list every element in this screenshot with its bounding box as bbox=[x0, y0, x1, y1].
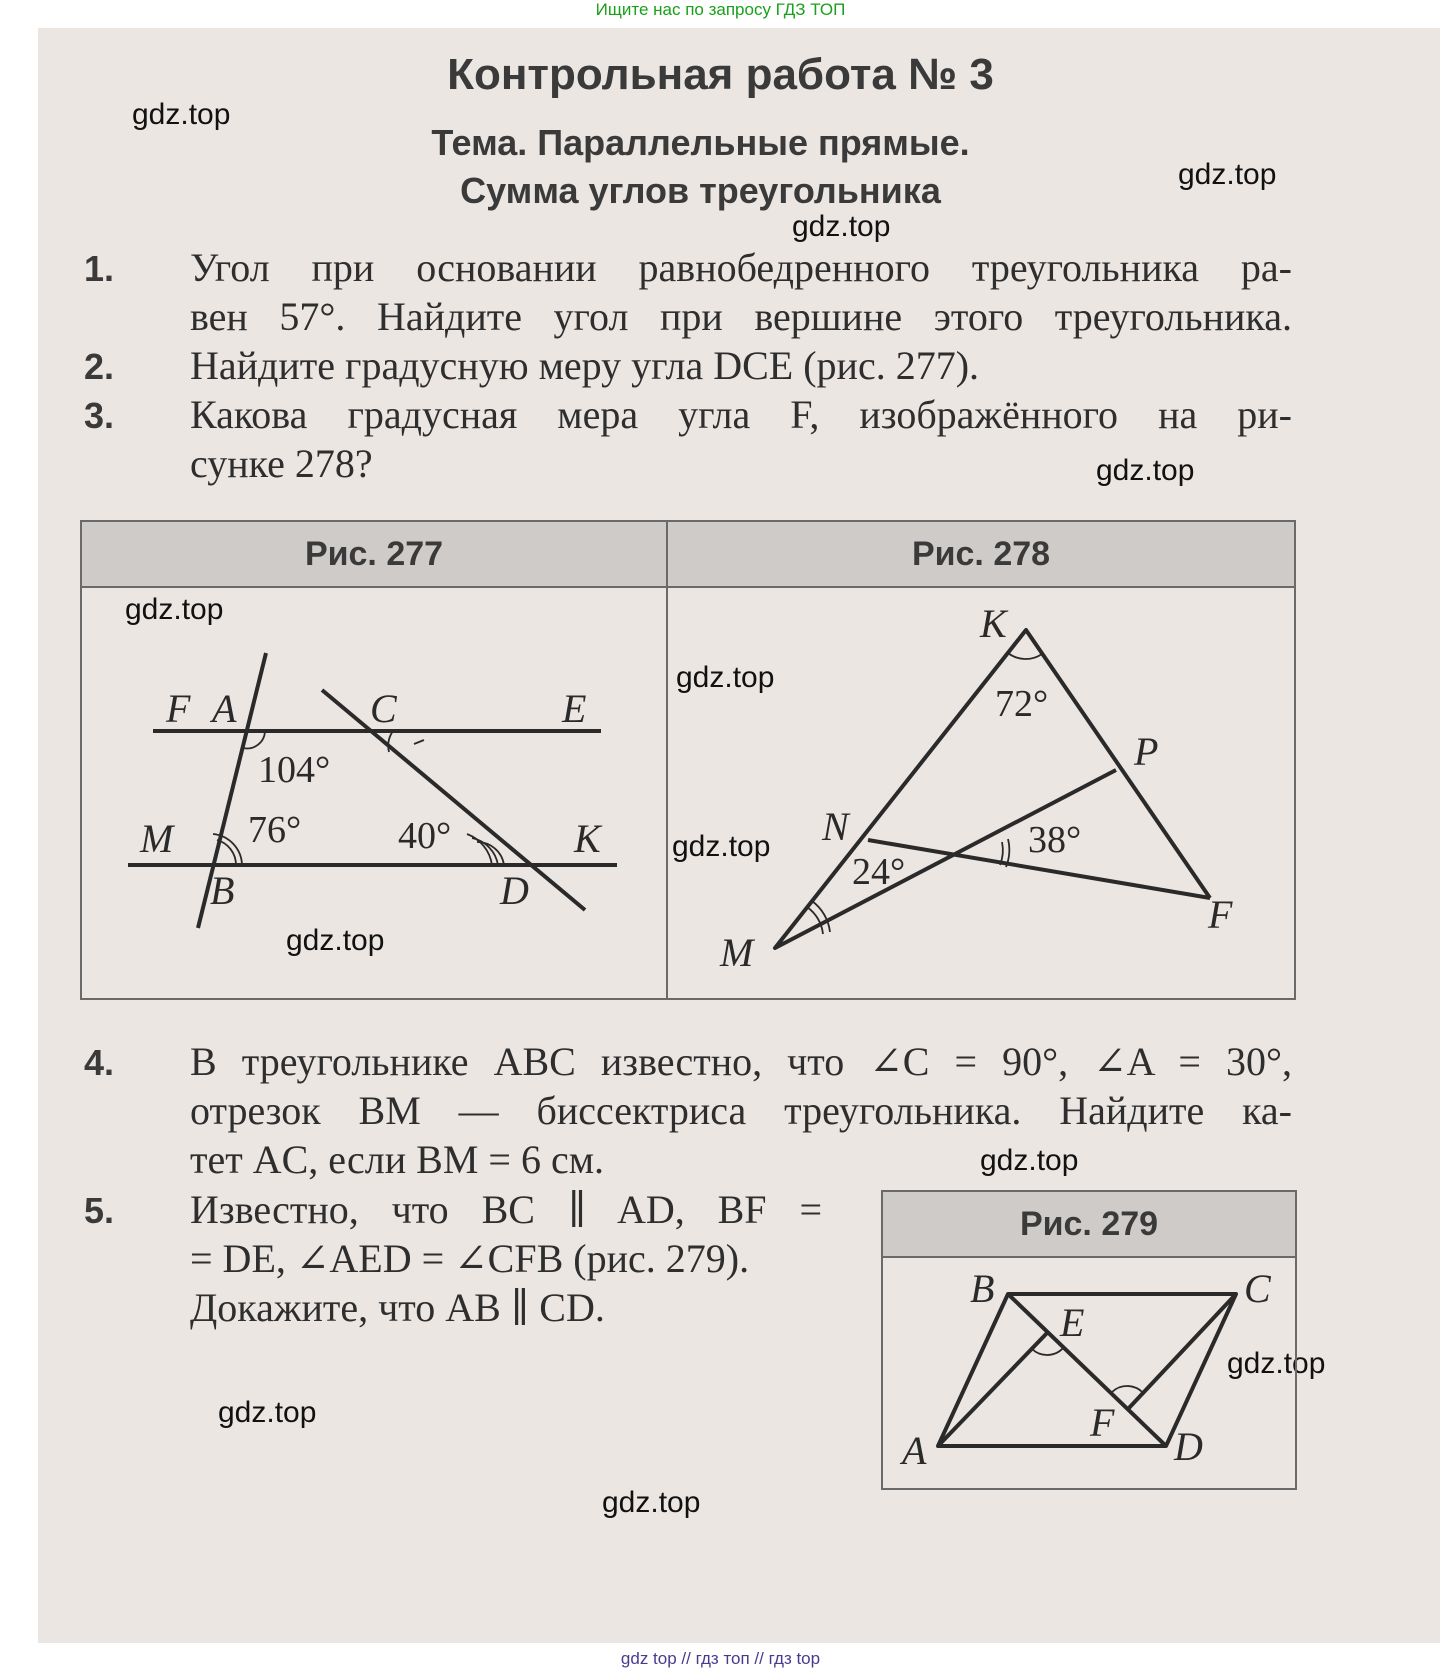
watermark: gdz.top bbox=[218, 1396, 317, 1429]
angle-38-label: 38° bbox=[1028, 819, 1082, 861]
diagonal-BD bbox=[1008, 1294, 1166, 1446]
task-3-line-1: Какова градусная мера угла F, изображённого на ри- bbox=[190, 392, 1292, 437]
fig-278-caption: Рис. 278 bbox=[911, 535, 1051, 573]
label-M: M bbox=[720, 930, 754, 975]
label-A: A bbox=[902, 1428, 927, 1473]
watermark: gdz.top bbox=[1178, 158, 1277, 191]
task-1-number: 1. bbox=[84, 248, 115, 289]
label-M: M bbox=[140, 816, 174, 861]
watermark: gdz.top bbox=[125, 593, 224, 626]
task-3-line-2: сунке 278? bbox=[190, 441, 373, 486]
task-5-line-3: Докажите, что AB ∥ CD. bbox=[190, 1285, 605, 1330]
watermark: gdz.top bbox=[602, 1486, 701, 1519]
angle-76-label: 76° bbox=[248, 809, 302, 851]
label-A: A bbox=[212, 686, 237, 731]
fig-277-diagram bbox=[80, 586, 664, 996]
watermark: gdz.top bbox=[132, 98, 231, 131]
label-K: K bbox=[574, 816, 601, 861]
label-F: F bbox=[1208, 892, 1233, 937]
top-banner[interactable]: Ищите нас по запросу ГДЗ ТОП bbox=[595, 0, 846, 19]
watermark: gdz.top bbox=[792, 210, 891, 243]
label-N: N bbox=[822, 804, 849, 849]
topic-line-1: Тема. Параллельные прямые. bbox=[431, 122, 970, 163]
label-E: E bbox=[562, 686, 587, 731]
watermark: gdz.top bbox=[286, 924, 385, 957]
watermark: gdz.top bbox=[980, 1144, 1079, 1177]
watermark: gdz.top bbox=[676, 661, 775, 694]
task-5-line-2: = DE, ∠AED = ∠CFB (рис. 279). bbox=[190, 1236, 750, 1281]
angle-AED-arc bbox=[1032, 1347, 1064, 1355]
task-4-line-2: отрезок BM — биссектриса треугольника. Найдите ка- bbox=[190, 1088, 1292, 1133]
task-4-number: 4. bbox=[84, 1042, 115, 1083]
fig-278-diagram bbox=[666, 586, 1292, 996]
line-CD bbox=[322, 690, 585, 910]
angle-72-arc bbox=[1008, 653, 1042, 659]
angle-40-arc-2 bbox=[472, 838, 498, 865]
watermark: gdz.top bbox=[672, 830, 771, 863]
label-C: C bbox=[370, 686, 397, 731]
angle-40-arc-3 bbox=[467, 834, 492, 865]
task-5-line-1: Известно, что BC ∥ AD, BF = bbox=[190, 1187, 822, 1232]
segment-AE bbox=[938, 1332, 1048, 1446]
segment-CF bbox=[1128, 1294, 1236, 1409]
label-D: D bbox=[1174, 1424, 1203, 1469]
watermark: gdz.top bbox=[1096, 454, 1195, 487]
angle-40-label: 40° bbox=[398, 815, 452, 857]
label-B: B bbox=[970, 1266, 995, 1311]
angle-CFB-arc bbox=[1112, 1386, 1144, 1394]
task-2-line-1: Найдите градусную меру угла DCE (рис. 277). bbox=[190, 343, 980, 388]
label-P: P bbox=[1134, 729, 1159, 774]
label-K: K bbox=[980, 601, 1007, 646]
fig-277-caption: Рис. 277 bbox=[304, 535, 444, 573]
label-C: C bbox=[1244, 1266, 1271, 1311]
angle-72-label: 72° bbox=[995, 683, 1049, 725]
page-title: Контрольная работа № 3 bbox=[447, 50, 994, 99]
label-B: B bbox=[210, 868, 235, 913]
label-E: E bbox=[1060, 1300, 1085, 1345]
task-5-number: 5. bbox=[84, 1190, 115, 1231]
angle-24-label: 24° bbox=[852, 851, 906, 893]
lines-K-sides bbox=[775, 630, 1210, 948]
watermark: gdz.top bbox=[1227, 1347, 1326, 1380]
label-F: F bbox=[1090, 1400, 1115, 1445]
label-F: F bbox=[166, 686, 191, 731]
task-4-line-3: тет AC, если BM = 6 см. bbox=[190, 1137, 605, 1182]
task-2-number: 2. bbox=[84, 346, 115, 387]
task-4-line-1: В треугольнике ABC известно, что ∠C = 90°, ∠A = 30°, bbox=[190, 1039, 1292, 1084]
label-D: D bbox=[500, 868, 529, 913]
task-1-line-2: вен 57°. Найдите угол при вершине этого треугольника. bbox=[190, 294, 1292, 339]
angle-104-label: 104° bbox=[258, 749, 331, 791]
fig-279-caption: Рис. 279 bbox=[883, 1192, 1295, 1258]
bottom-banner[interactable]: gdz top // гдз топ // гдз top bbox=[620, 1649, 821, 1668]
topic-line-2: Сумма углов треугольника bbox=[460, 170, 941, 211]
task-1-line-1: Угол при основании равнобедренного треугольника ра- bbox=[190, 245, 1292, 290]
angle-C-tick bbox=[414, 740, 424, 744]
fig-279-diagram bbox=[883, 1256, 1293, 1486]
task-3-number: 3. bbox=[84, 395, 115, 436]
